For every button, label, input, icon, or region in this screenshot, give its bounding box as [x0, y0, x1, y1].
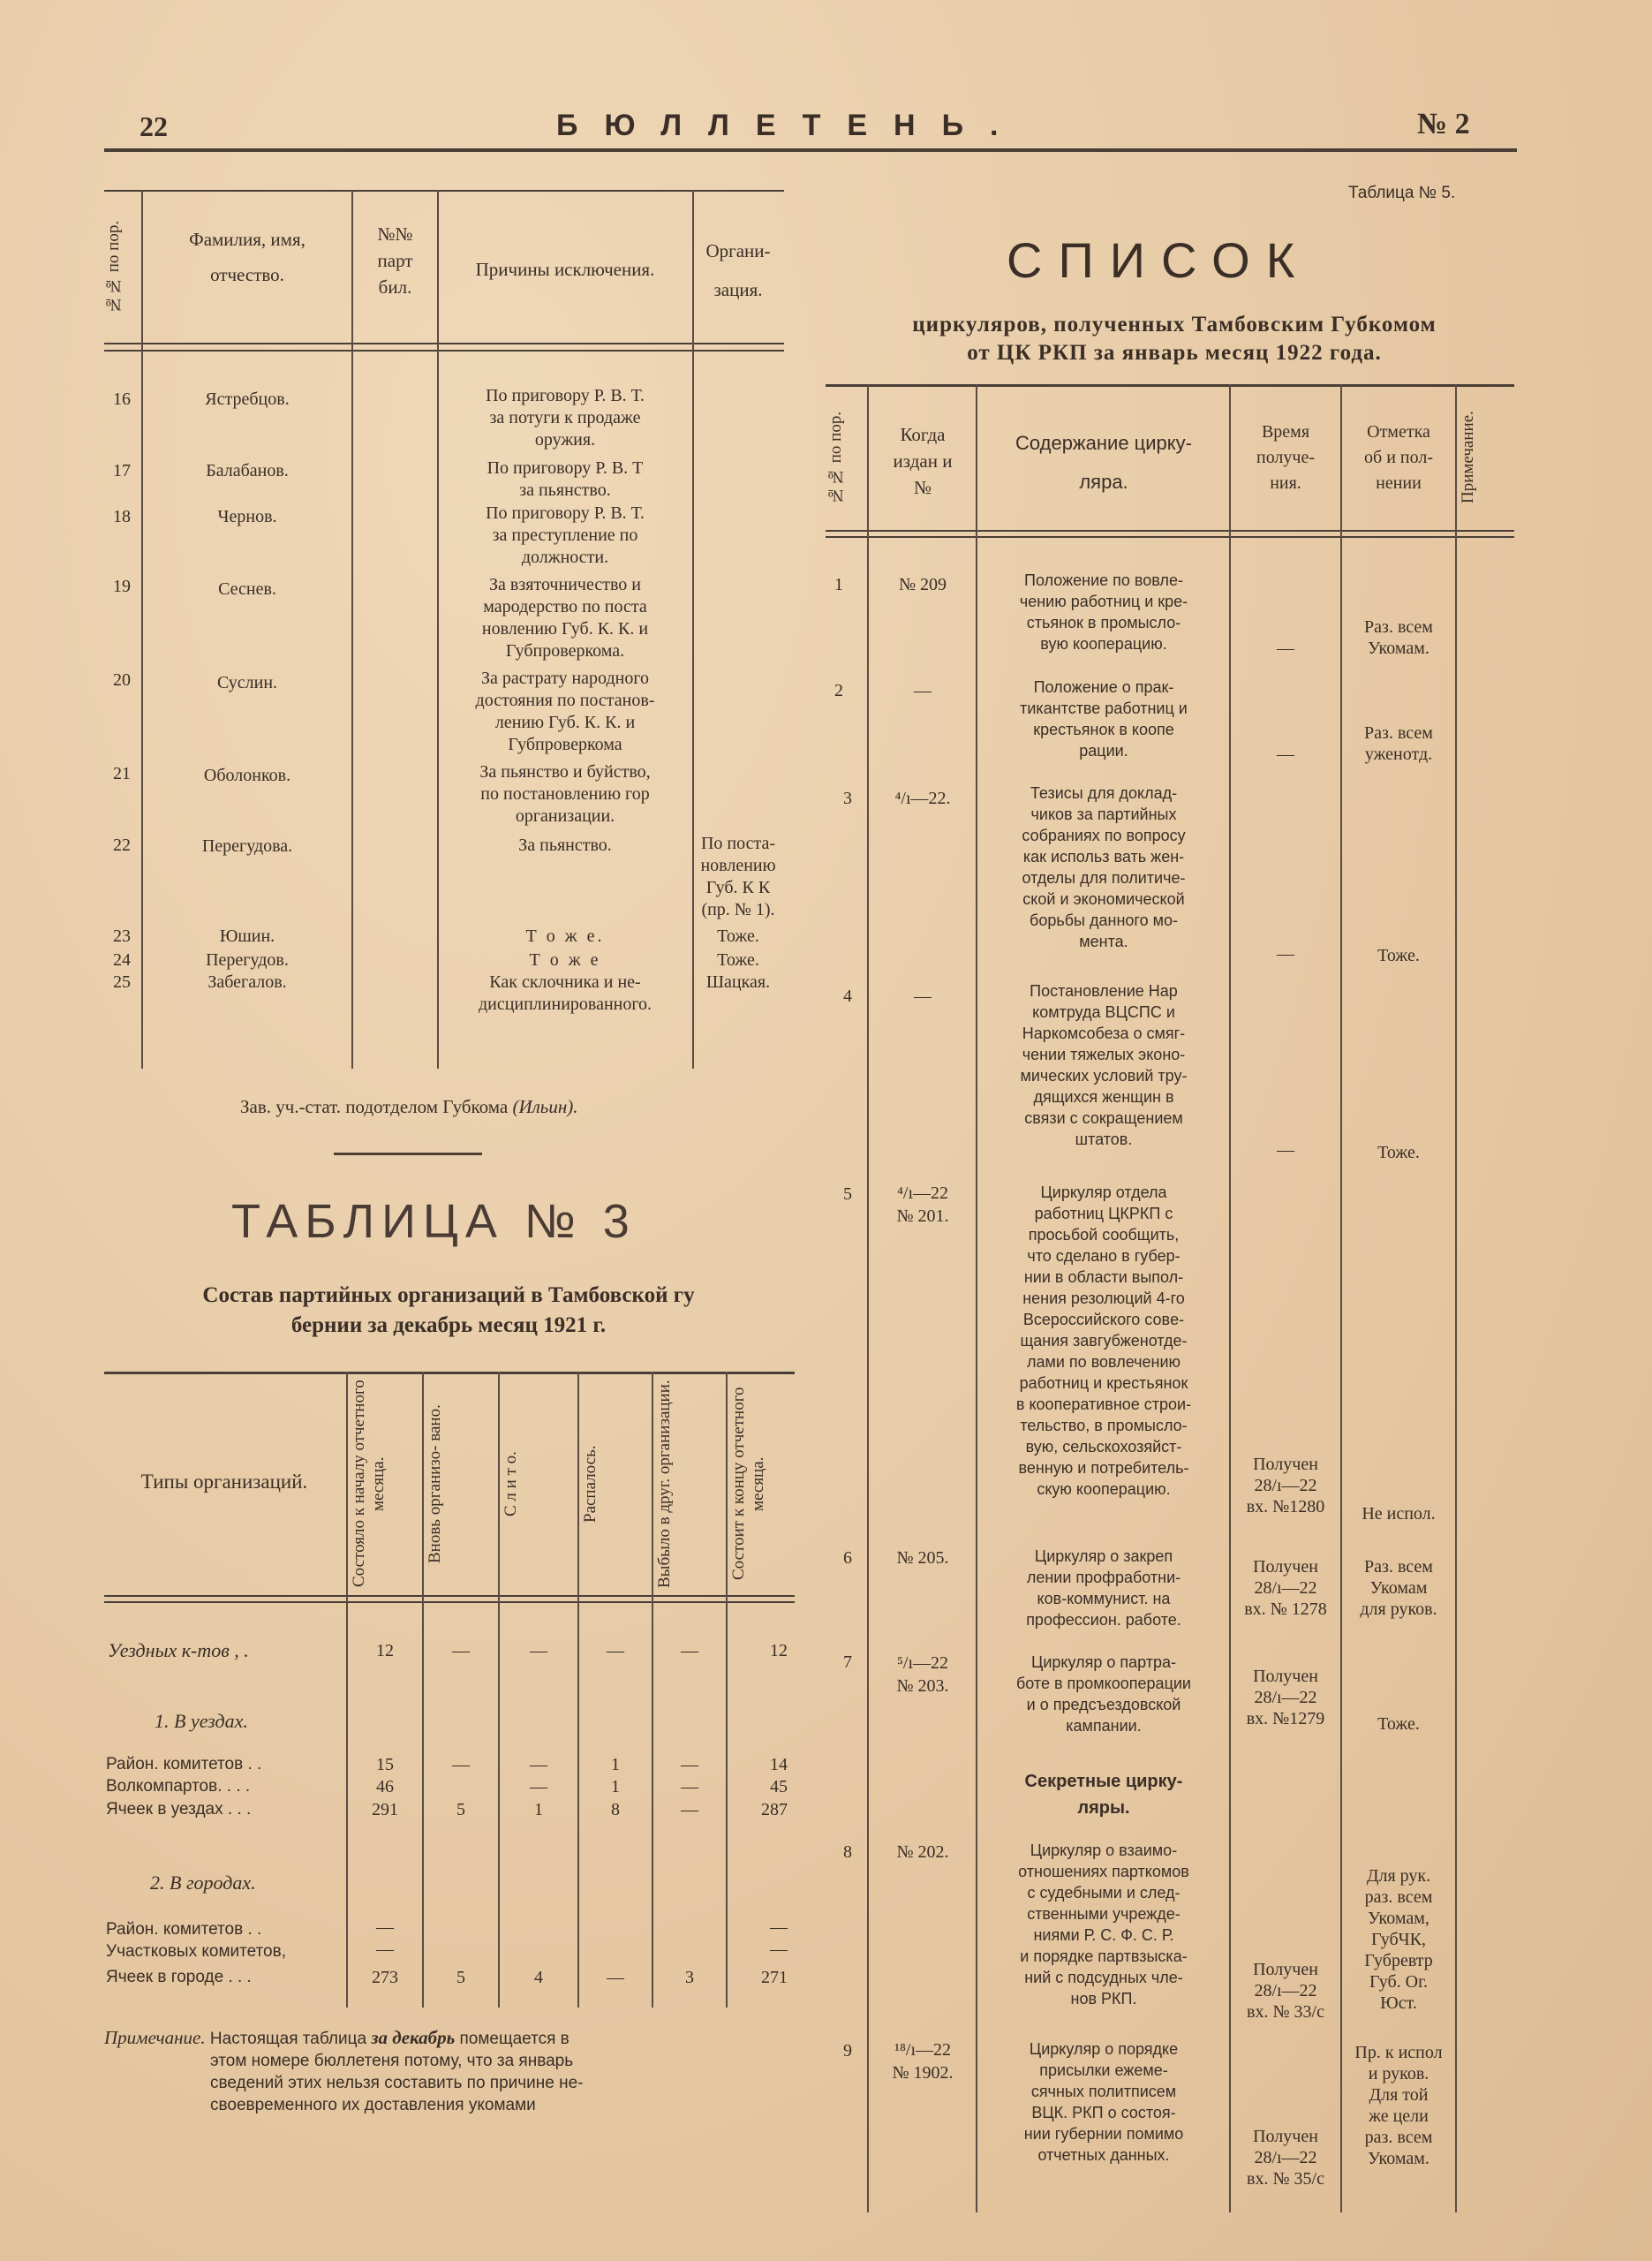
row-mark: Тоже.: [1377, 1714, 1420, 1734]
row-when: —: [914, 987, 932, 1006]
row-num: 24: [113, 950, 131, 970]
row-num: 20: [113, 670, 131, 690]
row-content: Циркуляр о порядке присылки ежеме- сячных политписем ВЦК. РКП о состоя- нии губернии помимо отчетных данных.: [1023, 2040, 1184, 2164]
row-name: Суслин.: [216, 673, 278, 692]
row-reason: Т о ж е: [529, 950, 601, 970]
cell-value: 287: [761, 1800, 788, 1819]
cell-value: 1: [534, 1800, 543, 1819]
cell-value: 271: [761, 1968, 788, 1987]
col-num-header: №№ по пор.: [104, 220, 123, 314]
row-when: ⁵/ı—22 № 203.: [896, 1653, 949, 1696]
cell-value: —: [607, 1968, 624, 1987]
row-content: Циркуляр отдела работниц ЦКРКП с просьбой сообщить, что сделано в губер- нии в области выпол- нения резолюций 4-го Всероссийского совe- щания завгубженотде- лами по вовлечению работниц и крестьянок в кооперативное строи- тельство, в промысло- вую, сельскохозяйст- венную и потребитель- скую кооперацию.: [1015, 1183, 1192, 1498]
row-num: 8: [843, 1842, 852, 1862]
cell-value: 45: [770, 1777, 788, 1796]
cell-value: 5: [456, 1968, 465, 1987]
row-when: —: [914, 681, 932, 700]
page-number: 22: [140, 110, 168, 142]
row-mark: Для рук. раз. всем Укомам, ГубЧК, Губревтр Губ. Ог. Юст.: [1364, 1866, 1433, 2013]
cell-value: —: [376, 1940, 394, 1959]
row-num: 5: [843, 1184, 852, 1204]
col-start-header: Состояло к началу отчетного месяца.: [350, 1380, 388, 1588]
cell-value: —: [530, 1777, 547, 1796]
row-mark: Не испол.: [1362, 1504, 1436, 1524]
row-num: 23: [113, 926, 131, 946]
row-org: Тоже.: [717, 926, 759, 946]
row-when: ⁴/ı—22.: [894, 789, 951, 808]
row-time: Получен 28/ı—22 вх. № 33/с: [1247, 1960, 1324, 2022]
cell-value: —: [530, 1755, 547, 1774]
col-note-header: Примечание.: [1459, 411, 1477, 504]
bulletin-title: БЮЛЛЕТЕНЬ.: [556, 109, 1025, 142]
issue-number: № 2: [1417, 108, 1470, 140]
cell-value: —: [452, 1755, 470, 1774]
row-time: Получен 28/ı—22 вх. №1279: [1246, 1667, 1325, 1728]
row-reason: За пьянство.: [518, 836, 612, 855]
row-reason: За взяточничество и мародерство по поста новлению Губ. К. К. и Губпроверкома.: [481, 575, 649, 661]
cell-value: —: [681, 1641, 698, 1660]
row-num: 4: [843, 987, 852, 1006]
col-dissolved-header: Распалось.: [581, 1445, 600, 1523]
row-name: Балабанов.: [206, 461, 289, 480]
row-time: Получен 28/ı—22 вх. № 35/с: [1247, 2127, 1324, 2189]
row-time: Получен 28/ı—22 вх. №1280: [1246, 1455, 1325, 1516]
cell-value: —: [607, 1641, 624, 1660]
row-num: 21: [113, 764, 131, 783]
row-num: 3: [843, 789, 852, 808]
row-org: По поста- новлению Губ. К К (пр. № 1).: [700, 834, 776, 919]
table3-subtitle: Состав партийных организаций в Тамбовской гу бернии за декабрь месяц 1921 г.: [202, 1283, 695, 1337]
row-name: Перегудова.: [201, 836, 293, 856]
row-label: Уездных к-тов , .: [108, 1639, 249, 1661]
row-when: ¹⁸/ı—22 № 1902.: [892, 2040, 954, 2083]
col-end-header: Состоит к концу отчетного месяца.: [729, 1387, 767, 1581]
row-content: Постановление Нар комтруда ВЦСПС и Наркомсобеза о смяг- чении тяжелых эконо- мических условий тру- дящихся женщин в связи с сокращением штатов.: [1020, 982, 1188, 1148]
row-num: 1: [834, 575, 843, 594]
row-num: 6: [843, 1548, 852, 1568]
row-label: Ячеек в уездах . . .: [106, 1800, 252, 1819]
col-num-header: №№ по пор.: [826, 411, 845, 504]
col-org-header: Органи- зация.: [705, 240, 771, 300]
cell-value: —: [770, 1917, 788, 1937]
row-label: Волкомпартов. . . .: [106, 1777, 251, 1796]
row-reason: По приговору Р. В. Т. за потуги к продаже оружия.: [486, 386, 645, 450]
table5-label: Таблица № 5.: [1348, 184, 1456, 202]
cell-value: 12: [770, 1641, 788, 1660]
cell-value: 12: [376, 1641, 394, 1660]
row-num: 25: [113, 972, 131, 992]
cell-value: 8: [611, 1800, 620, 1819]
row-reason: Т о ж е.: [525, 926, 605, 946]
table3-title: ТАБЛИЦА № 3: [231, 1195, 637, 1248]
cell-value: —: [770, 1940, 788, 1959]
table5-subtitle: циркуляров, полученных Тамбовским Губкомом от ЦК РКП за январь месяц 1922 года.: [912, 313, 1437, 365]
row-num: 9: [843, 2041, 852, 2061]
col-reason-header: Причины исключения.: [475, 259, 655, 280]
header-rule: [104, 148, 1517, 152]
col-name-header: Фамилия, имя, отчество.: [189, 229, 306, 285]
section-label: Секретные цирку- ляры.: [1024, 1772, 1183, 1818]
row-num: 18: [113, 507, 131, 526]
cell-value: —: [681, 1755, 698, 1774]
table5-title: СПИСОК: [1007, 232, 1311, 288]
row-content: Циркуляр о взаимо- отношениях парткомов с судебными и след- ственными учрежде- ниями Р. С. Ф. С. Р. и порядке партвзыска- ний с подсудных чле- нов РКП.: [1018, 1841, 1189, 2008]
row-num: 17: [113, 461, 131, 480]
row-content: Циркуляр о закреп лении профработни- ков-коммунист. на профессион. работе.: [1026, 1547, 1181, 1629]
col-card-header: №№ парт бил.: [377, 223, 413, 298]
row-mark: Тоже.: [1377, 1143, 1420, 1162]
row-num: 7: [843, 1652, 852, 1672]
row-when: № 202.: [896, 1842, 949, 1862]
row-when: ⁴/ı—22 № 201.: [896, 1183, 949, 1226]
row-num: 22: [113, 836, 131, 855]
row-name: Забегалов.: [207, 972, 287, 992]
cell-value: 291: [372, 1800, 398, 1819]
cell-value: 1: [611, 1755, 620, 1774]
signature-line: Зав. уч.-стат. подотделом Губкома (Ильин).: [240, 1096, 578, 1117]
row-name: Ястребцов.: [205, 389, 290, 409]
col-type-header: Типы организаций.: [140, 1471, 308, 1493]
col-content-header: Содержание цирку- ляра.: [1015, 432, 1192, 493]
row-label: Участковых комитетов,: [106, 1942, 286, 1961]
row-label: Ячеек в городе . . .: [106, 1968, 252, 1986]
cell-value: 3: [685, 1968, 694, 1987]
row-mark: Раз. всем уженотд.: [1364, 723, 1433, 764]
row-content: Циркуляр о партра- боте в промкооперации и о предсъездовской кампании.: [1016, 1653, 1191, 1735]
cell-value: 15: [376, 1755, 394, 1774]
cell-value: 1: [611, 1777, 620, 1796]
row-num: 16: [113, 389, 131, 409]
row-reason: По приговору Р. В. Т. за преступление по должности.: [486, 503, 645, 567]
row-time: —: [1277, 1140, 1294, 1160]
row-content: Положение о прак- тикантстве работниц и крестьянок в коопе рации.: [1020, 678, 1188, 760]
cell-value: 273: [372, 1968, 398, 1987]
row-time: —: [1277, 639, 1294, 658]
row-org: Тоже.: [717, 950, 759, 970]
row-reason: Как склочника и не- дисциплинированного.: [478, 972, 653, 1014]
cell-value: —: [376, 1917, 394, 1937]
section-divider: [334, 1153, 482, 1155]
col-left-header: Выбыло в друг. организации.: [655, 1380, 674, 1588]
row-org: Шацкая.: [705, 972, 771, 992]
row-name: Сеснев.: [218, 579, 276, 599]
row-num: 19: [113, 577, 131, 596]
row-label: Район. комитетов . .: [106, 1755, 262, 1773]
row-label: Район. комитетов . .: [106, 1920, 262, 1939]
section-label: 1. В уездах.: [155, 1710, 248, 1732]
row-reason: За растрату народного достояния по постанов- лению Губ. К. К. и Губпроверкома: [475, 669, 655, 754]
row-mark: Пр. к испол и руков. Для той же цели раз. всем Укомам.: [1354, 2043, 1443, 2168]
row-name: Перегудов.: [206, 950, 289, 970]
cell-value: —: [681, 1777, 698, 1796]
cell-value: 46: [376, 1777, 394, 1796]
col-time-header: Время получе- ния.: [1256, 422, 1315, 493]
row-mark: Раз. всем Укомам для руков.: [1360, 1557, 1437, 1619]
row-content: Тезисы для доклад- чиков за партийных собраниях по вопросу как использ вать жен- отделы для политиче- ской и экономической борьбы данного мо- мента.: [1022, 784, 1186, 950]
cell-value: 5: [456, 1800, 465, 1819]
row-name: Оболонков.: [203, 766, 291, 785]
section-label: 2. В городах.: [150, 1872, 256, 1894]
row-reason: По приговору Р. В. Т за пьянство.: [487, 458, 644, 500]
cell-value: —: [452, 1641, 470, 1660]
row-when: № 205.: [896, 1548, 949, 1568]
row-when: № 209: [898, 575, 947, 594]
table3-note: Примечание. Настоящая таблица за декабрь помещается в этом номере бюллетеня потому, что за январь сведений этих нельзя составить по причине не- своевременного их доставления укомами: [104, 2027, 584, 2114]
cell-value: —: [530, 1641, 547, 1660]
row-name: Юшин.: [219, 926, 275, 946]
row-reason: За пьянство и буйство, по постановлению гор организации.: [479, 762, 651, 826]
row-num: 2: [834, 681, 843, 700]
cell-value: 4: [534, 1968, 543, 1987]
row-time: —: [1277, 745, 1294, 764]
col-new-header: Вновь организо- вано.: [426, 1404, 444, 1563]
cell-value: 14: [770, 1755, 788, 1774]
col-mark-header: Отметка об и пол- нении: [1364, 422, 1433, 493]
row-content: Положение по вовле- чению работниц и кре- стьянок в промысло- вую кооперацию.: [1019, 571, 1188, 653]
row-time: —: [1277, 944, 1294, 964]
col-when-header: Когда издан и №: [893, 424, 953, 498]
cell-value: —: [681, 1800, 698, 1819]
row-name: Чернов.: [217, 507, 277, 526]
row-mark: Раз. всем Укомам.: [1364, 617, 1433, 658]
row-time: Получен 28/ı—22 вх. № 1278: [1244, 1557, 1327, 1619]
col-merged-header: С л и т о.: [502, 1451, 520, 1516]
row-mark: Тоже.: [1377, 946, 1420, 965]
